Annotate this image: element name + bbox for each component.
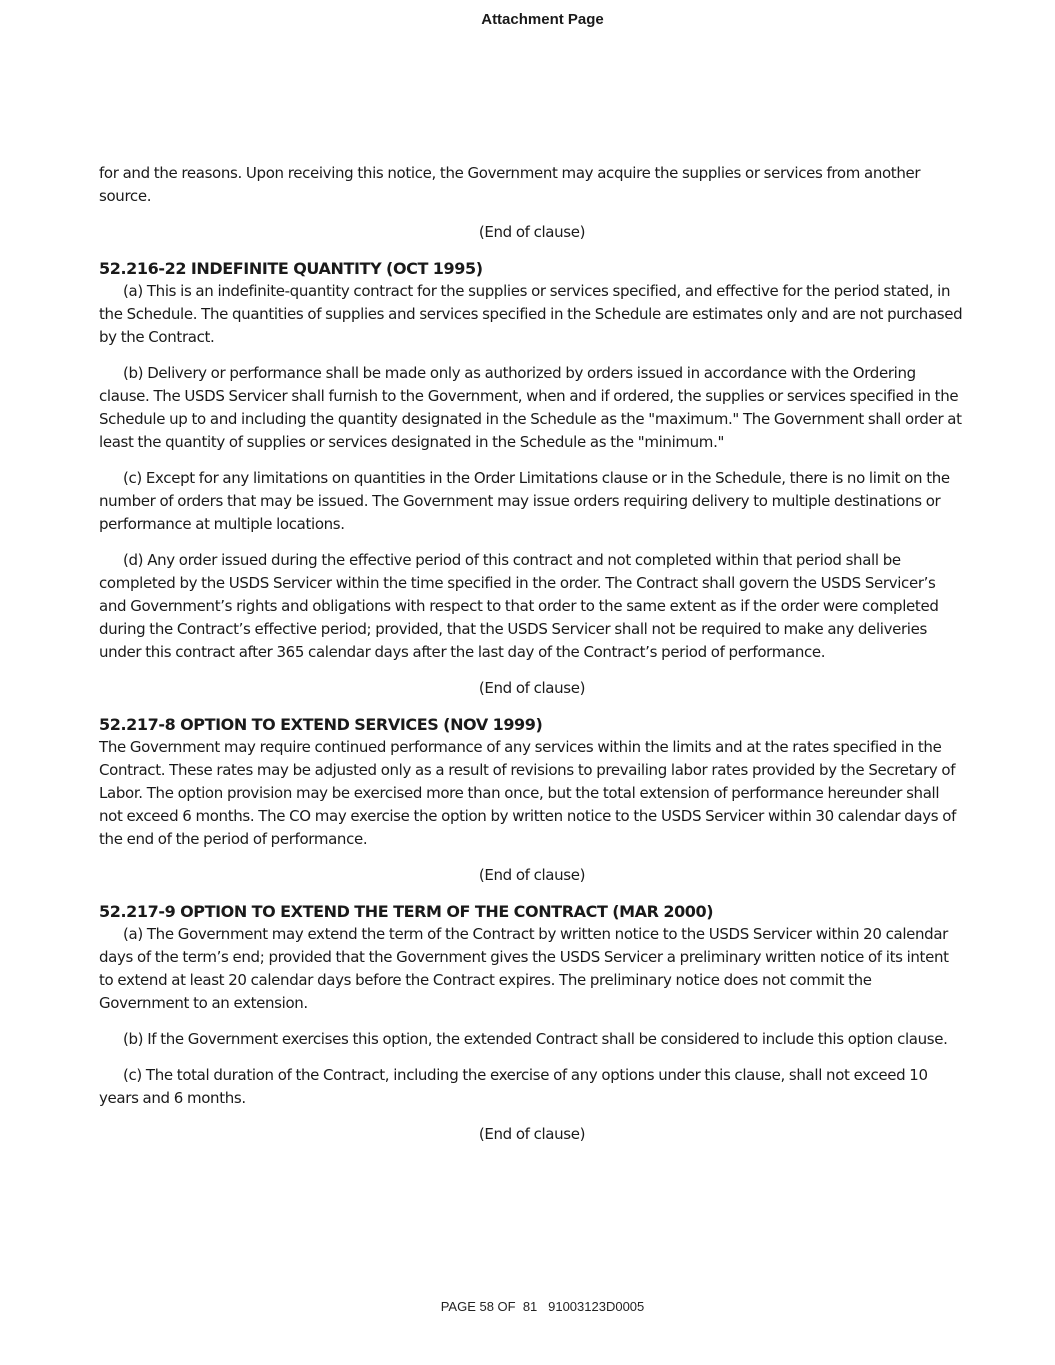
end-of-clause: (End of clause): [478, 1125, 586, 1143]
clause-heading: 52.217-9 OPTION TO EXTEND THE TERM OF THE CONTRACT (MAR 2000): [99, 902, 714, 921]
clause-paragraph-a: (a) This is an indefinite-quantity contract for the supplies or services specified, and effective for the period stated, in the Schedule. The quantities of supplies and services specified in the Schedule are estimates only and are not purchased by the Contract.: [99, 282, 963, 346]
clause-52-216-22: [99, 257, 965, 700]
clause-paragraph-b: (b) If the Government exercises this option, the extended Contract shall be considered to include this option clause.: [123, 1030, 948, 1048]
page-footer-label: PAGE 58 OF 81 91003123D0005: [440, 1299, 645, 1314]
clause-heading: 52.217-8 OPTION TO EXTEND SERVICES (NOV 1999): [99, 715, 543, 734]
clause-heading: 52.216-22 INDEFINITE QUANTITY (OCT 1995): [99, 259, 483, 278]
continuation-paragraph: for and the reasons. Upon receiving this notice, the Government may acquire the supplies or services from another source.: [99, 164, 921, 205]
clause-paragraph-d: (d) Any order issued during the effective period of this contract and not completed within that period shall be completed by the USDS Servicer within the time specified in the order. The Contract shall govern the USDS Servicer’s and Government’s rights and obligations with respect to that order to the same extent as if the order were completed during the Contract’s effective period; provided, that the USDS Servicer shall not be required to make any deliveries under this contract after 365 calendar days after the last day of the Contract’s period of performance.: [99, 551, 939, 661]
clause-paragraph-b: (b) Delivery or performance shall be made only as authorized by orders issued in accordance with the Ordering clause. The USDS Servicer shall furnish to the Government, when and if ordered, the supplies or services specified in the Schedule up to and including the quantity designated in the Schedule as the "maximum." The Government shall order at least the quantity of supplies or services designated in the Schedule as the "minimum.": [99, 364, 962, 451]
end-of-clause: (End of clause): [478, 679, 586, 697]
clause-paragraph: The Government may require continued performance of any services within the limits and at the rates specified in the Contract. These rates may be adjusted only as a result of revisions to prevailing labor rates provided by the Secretary of Labor. The option provision may be exercised more than once, but the total extension of performance hereunder shall not exceed 6 months. The CO may exercise the option by written notice to the USDS Servicer within 30 calendar days of the end of the period of performance.: [99, 738, 957, 848]
page-header-title: Attachment Page: [481, 11, 604, 28]
clause-52-217-9: [99, 900, 965, 1146]
clause-paragraph-c: (c) Except for any limitations on quantities in the Order Limitations clause or in the Schedule, there is no limit on the number of orders that may be issued. The Government may issue orders requiring delivery to multiple destinations or performance at multiple locations.: [99, 469, 950, 533]
end-of-clause: (End of clause): [478, 223, 586, 241]
clause-paragraph-c: (c) The total duration of the Contract, including the exercise of any options under this clause, shall not exceed 10 years and 6 months.: [99, 1066, 928, 1107]
end-of-clause: (End of clause): [478, 866, 586, 884]
clause-52-217-8: [99, 713, 965, 887]
document-body: [99, 162, 965, 1159]
clause-paragraph-a: (a) The Government may extend the term of the Contract by written notice to the USDS Servicer within 20 calendar days of the term’s end; provided that the Government gives the USDS Servicer a preliminary written notice of its intent to extend at least 20 calendar days before the Contract expires. The preliminary notice does not commit the Government to an extension.: [99, 925, 949, 1012]
